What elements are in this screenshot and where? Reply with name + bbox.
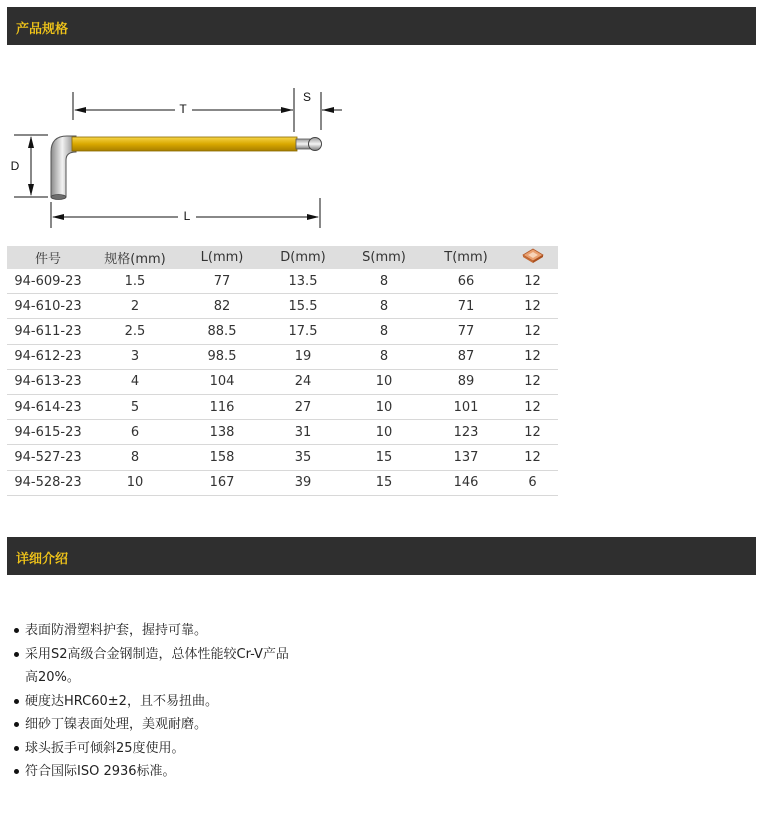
feature-item: 采用S2高级合金钢制造，总体性能较Cr-V产品: [14, 643, 374, 667]
cell-t: 66: [425, 269, 507, 294]
cell-part-no: 94-611-23: [7, 319, 89, 344]
col-header-t: T(mm): [425, 246, 507, 269]
detail-section-bar: [7, 537, 756, 575]
cell-l: 167: [181, 470, 263, 495]
hex-key-diagram: [0, 80, 360, 240]
table-row: [7, 445, 558, 470]
cell-package-qty: 12: [507, 394, 558, 419]
cell-size: 2.5: [89, 319, 181, 344]
cell-size: 5: [89, 394, 181, 419]
cell-l: 88.5: [181, 319, 263, 344]
dimension-s-label: S: [302, 90, 312, 105]
cell-l: 116: [181, 394, 263, 419]
cell-t: 87: [425, 344, 507, 369]
dimension-t: [73, 88, 294, 132]
cell-t: 146: [425, 470, 507, 495]
cell-package-qty: 6: [507, 470, 558, 495]
cell-size: 10: [89, 470, 181, 495]
feature-item: 球头扳手可倾斜25度使用。: [14, 737, 374, 761]
dimension-s: [278, 90, 342, 130]
cell-l: 77: [181, 269, 263, 294]
cell-l: 104: [181, 369, 263, 394]
cell-t: 137: [425, 445, 507, 470]
cell-part-no: 94-527-23: [7, 445, 89, 470]
cell-size: 8: [89, 445, 181, 470]
col-header-size: 规格(mm): [89, 246, 181, 269]
cell-t: 89: [425, 369, 507, 394]
table-row: [7, 420, 558, 445]
cell-part-no: 94-528-23: [7, 470, 89, 495]
col-header-l: L(mm): [181, 246, 263, 269]
cell-part-no: 94-610-23: [7, 294, 89, 319]
col-header-part-no: 件号: [7, 246, 89, 269]
package-icon: [522, 248, 544, 264]
detail-section-title: 详细介绍: [16, 552, 69, 567]
table-header-row: [7, 246, 558, 269]
cell-l: 82: [181, 294, 263, 319]
spec-section-bar: [7, 7, 756, 45]
cell-part-no: 94-615-23: [7, 420, 89, 445]
cell-package-qty: 12: [507, 319, 558, 344]
cell-s: 8: [343, 269, 425, 294]
cell-s: 8: [343, 294, 425, 319]
cell-l: 98.5: [181, 344, 263, 369]
cell-size: 2: [89, 294, 181, 319]
spec-section-title: 产品规格: [16, 22, 69, 37]
cell-t: 101: [425, 394, 507, 419]
table-row: [7, 294, 558, 319]
col-header-package: [507, 246, 558, 269]
cell-d: 31: [263, 420, 343, 445]
cell-package-qty: 12: [507, 420, 558, 445]
cell-d: 35: [263, 445, 343, 470]
cell-size: 3: [89, 344, 181, 369]
table-row: [7, 269, 558, 294]
spec-table: [7, 246, 558, 496]
dimension-d: [11, 135, 48, 197]
cell-s: 15: [343, 470, 425, 495]
dimension-d-label: D: [10, 159, 20, 174]
table-row: [7, 394, 558, 419]
feature-item-continuation: 高20%。: [25, 670, 80, 685]
cell-package-qty: 12: [507, 269, 558, 294]
cell-s: 10: [343, 394, 425, 419]
hex-key-illustration: [51, 136, 322, 200]
dimension-l: [51, 198, 320, 228]
cell-size: 4: [89, 369, 181, 394]
table-row: [7, 319, 558, 344]
cell-part-no: 94-613-23: [7, 369, 89, 394]
cell-part-no: 94-609-23: [7, 269, 89, 294]
feature-item: 细砂丁镍表面处理，美观耐磨。: [14, 713, 374, 737]
col-header-d: D(mm): [263, 246, 343, 269]
cell-d: 39: [263, 470, 343, 495]
cell-package-qty: 12: [507, 369, 558, 394]
col-header-s: S(mm): [343, 246, 425, 269]
cell-part-no: 94-612-23: [7, 344, 89, 369]
table-row: [7, 344, 558, 369]
cell-s: 8: [343, 344, 425, 369]
cell-s: 10: [343, 369, 425, 394]
cell-t: 123: [425, 420, 507, 445]
cell-size: 6: [89, 420, 181, 445]
dimension-t-label: T: [179, 102, 187, 117]
feature-item: 表面防滑塑料护套，握持可靠。: [14, 619, 374, 643]
cell-size: 1.5: [89, 269, 181, 294]
table-row: [7, 369, 558, 394]
cell-l: 158: [181, 445, 263, 470]
cell-d: 17.5: [263, 319, 343, 344]
cell-part-no: 94-614-23: [7, 394, 89, 419]
cell-d: 19: [263, 344, 343, 369]
cell-d: 13.5: [263, 269, 343, 294]
cell-s: 15: [343, 445, 425, 470]
feature-item: 符合国际ISO 2936标准。: [14, 760, 374, 784]
cell-d: 15.5: [263, 294, 343, 319]
cell-d: 24: [263, 369, 343, 394]
cell-package-qty: 12: [507, 445, 558, 470]
cell-t: 77: [425, 319, 507, 344]
cell-s: 8: [343, 319, 425, 344]
cell-package-qty: 12: [507, 294, 558, 319]
cell-l: 138: [181, 420, 263, 445]
cell-package-qty: 12: [507, 344, 558, 369]
table-row: [7, 470, 558, 495]
feature-list: [14, 619, 374, 784]
dimension-l-label: L: [183, 209, 191, 224]
feature-item: 硬度达HRC60±2，且不易扭曲。: [14, 690, 374, 714]
cell-t: 71: [425, 294, 507, 319]
cell-d: 27: [263, 394, 343, 419]
cell-s: 10: [343, 420, 425, 445]
